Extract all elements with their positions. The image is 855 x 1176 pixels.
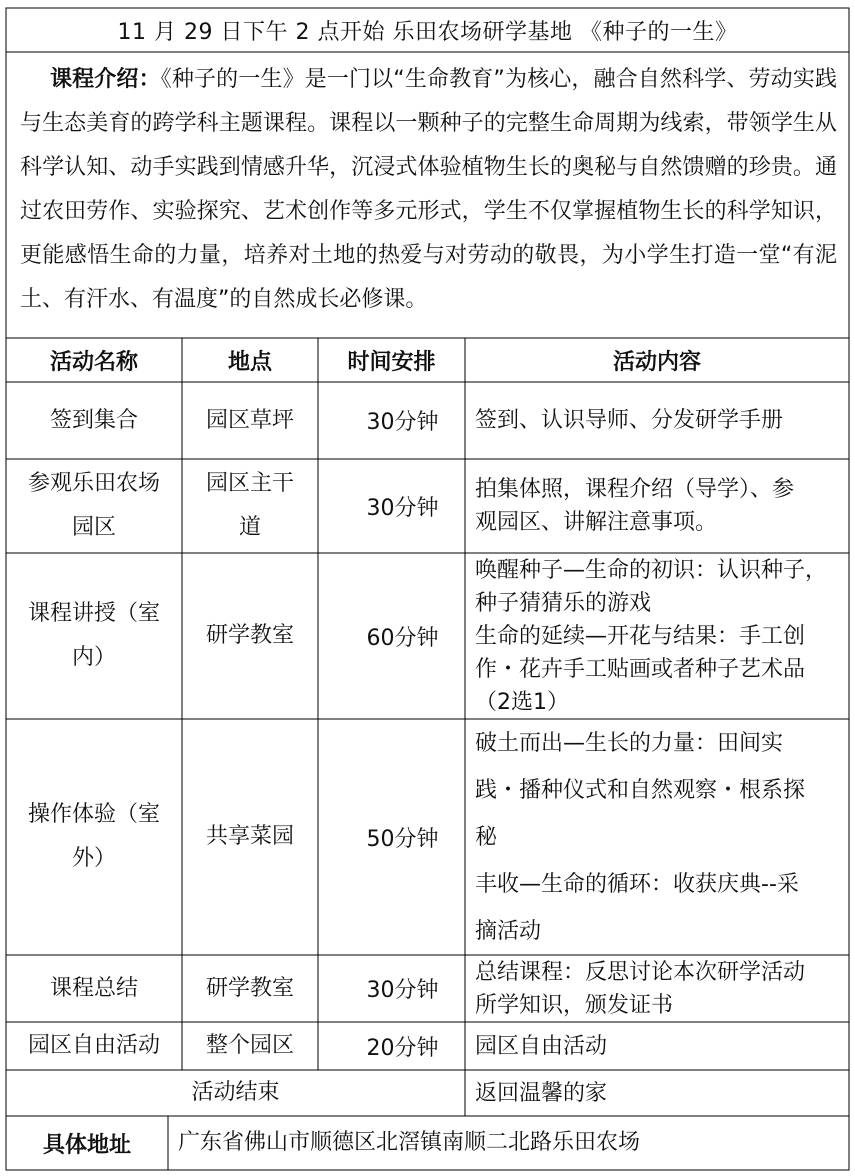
row-1-name-line-1: 签到集合 bbox=[49, 407, 138, 433]
row-5-content-line-2: 所学知识，颁发证书 bbox=[475, 992, 674, 1018]
table-row-4-content bbox=[465, 719, 849, 955]
table-row-3-place bbox=[182, 553, 318, 719]
table-row-2-content bbox=[465, 459, 849, 553]
table-row-4-place bbox=[182, 719, 318, 955]
row-3-content-line-5: （2选1） bbox=[475, 689, 569, 715]
activity-end-label: 活动结束 bbox=[191, 1080, 280, 1105]
row-4-content-line-1: 破土而出—生长的力量：田间实 bbox=[475, 730, 784, 756]
row-3-name-line-2: 内） bbox=[71, 645, 116, 670]
table-row-1-time: 30分钟 bbox=[366, 410, 439, 435]
table-row-4-time: 50分钟 bbox=[366, 826, 439, 852]
table-row-2-time: 30分钟 bbox=[366, 495, 439, 521]
address-value: 广东省佛山市顺德区北滘镇南顺二北路乐田农场 bbox=[178, 1130, 641, 1155]
table-row-2-name bbox=[6, 459, 182, 553]
row-4-content-line-4: 丰收—生命的循环：收获庆典--采 bbox=[475, 871, 799, 897]
row-1-place-line-1: 园区草坪 bbox=[205, 407, 294, 433]
row-4-name-line-1: 操作体验（室 bbox=[27, 802, 160, 827]
table-row-6-place bbox=[182, 1022, 318, 1070]
header-content: 活动内容 bbox=[612, 349, 701, 375]
header-time: 时间安排 bbox=[347, 349, 436, 375]
table-row-1-place bbox=[182, 382, 318, 459]
row-1-content-line-1: 签到、认识导师、分发研学手册 bbox=[475, 408, 784, 433]
row-6-name-line-1: 园区自由活动 bbox=[27, 1033, 160, 1058]
row-4-content-line-2: 践・播种仪式和自然观察・根系探 bbox=[475, 777, 806, 803]
header-location: 地点 bbox=[227, 349, 272, 375]
page-title-text: 11 月 29 日下午 2 点开始 乐田农场研学基地 《种子的一生》 bbox=[117, 19, 738, 45]
row-3-place-line-1: 研学教室 bbox=[205, 623, 294, 648]
course-intro-text: 《种子的一生》是一门以“生命教育”为核心，融合自然科学、劳动实践与生态美育的跨学科主题课程。课程以一颗种子的完整生命周期为线索，带领学生从科学认知、动手实践到情感升华，沉浸式体验植物生长的奥秘与自然馈赠的珍贵。通过农田劳作、实验探究、艺术创作等多元形式，学生不仅掌握植物生长的科学知识，更能感悟生命的力量，培养对土地的热爱与对劳动的敬畏，为小学生打造一堂“有泥土、有汗水、有温度”的自然成长必修课。 bbox=[20, 67, 837, 312]
activity-end-content: 返回温馨的家 bbox=[475, 1080, 608, 1106]
row-2-content-line-1: 拍集体照，课程介绍（导学）、参 bbox=[475, 477, 795, 502]
row-4-content-line-3: 秘 bbox=[475, 824, 498, 850]
row-3-content-line-3: 生命的延续—开花与结果：手工创 bbox=[475, 623, 806, 649]
table-row-3-name bbox=[6, 553, 182, 719]
table-row-5-name bbox=[6, 955, 182, 1022]
table-row-2-place bbox=[182, 459, 318, 553]
table-row-3-content bbox=[465, 553, 849, 719]
row-2-place-line-1: 园区主干 bbox=[205, 471, 294, 496]
table-row-1-name bbox=[6, 382, 182, 459]
row-2-name-line-1: 参观乐田农场 bbox=[27, 471, 160, 496]
row-3-content-line-1: 唤醒种子—生命的初识：认识种子， bbox=[475, 557, 828, 583]
header-activity-name: 活动名称 bbox=[49, 349, 138, 375]
page-title bbox=[6, 8, 849, 52]
course-intro-label: 课程介绍： bbox=[50, 67, 161, 92]
table-row-5-time: 30分钟 bbox=[366, 978, 439, 1003]
row-5-place-line-1: 研学教室 bbox=[205, 975, 294, 1001]
row-4-name-line-2: 外） bbox=[71, 846, 116, 871]
course-intro bbox=[6, 52, 849, 338]
row-3-content-line-2: 种子猜猜乐的游戏 bbox=[475, 590, 652, 616]
table-row-3-time: 60分钟 bbox=[366, 625, 439, 651]
row-2-place-line-2: 道 bbox=[238, 515, 261, 540]
address-label: 具体地址 bbox=[42, 1132, 131, 1158]
row-2-name-line-2: 园区 bbox=[71, 515, 116, 540]
row-4-content-line-5: 摘活动 bbox=[475, 918, 542, 944]
table-row-6-name bbox=[6, 1022, 182, 1070]
table-row-6-content bbox=[465, 1022, 849, 1070]
table-row-6-time: 20分钟 bbox=[366, 1035, 439, 1061]
row-4-place-line-1: 共享菜园 bbox=[205, 824, 294, 849]
course-intro-paragraph bbox=[20, 58, 837, 322]
row-6-place-line-1: 整个园区 bbox=[205, 1033, 294, 1058]
row-2-content-line-2: 观园区、讲解注意事项。 bbox=[475, 510, 718, 535]
row-3-content-line-4: 作・花卉手工贴画或者种子艺术品 bbox=[475, 656, 806, 682]
row-5-name-line-1: 课程总结 bbox=[49, 975, 138, 1001]
table-row-5-place bbox=[182, 955, 318, 1022]
table-row-5-content bbox=[465, 955, 849, 1022]
row-5-content-line-1: 总结课程：反思讨论本次研学活动 bbox=[475, 959, 806, 985]
table-row-4-name bbox=[6, 719, 182, 955]
row-6-content-line-1: 园区自由活动 bbox=[475, 1033, 608, 1059]
table-row-1-content bbox=[465, 382, 849, 459]
row-3-name-line-1: 课程讲授（室 bbox=[27, 601, 160, 626]
